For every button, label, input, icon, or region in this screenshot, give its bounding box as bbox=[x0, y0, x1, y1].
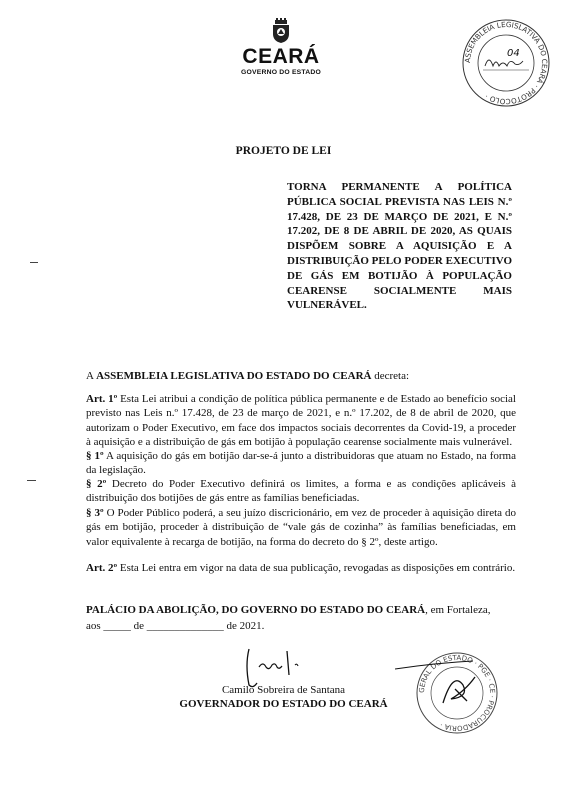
document-type: PROJETO DE LEI bbox=[235, 145, 332, 157]
article-2-text: Esta Lei entra em vigor na data de sua publicação, revogadas as disposições em contrário. bbox=[117, 562, 516, 574]
stamp-number: 04 bbox=[507, 48, 520, 59]
coat-of-arms-icon bbox=[270, 18, 292, 44]
article-1-label: Art. 1º bbox=[86, 393, 118, 405]
article-2 bbox=[86, 561, 516, 575]
enactment-body: ASSEMBLEIA LEGISLATIVA DO ESTADO DO CEARÁ bbox=[96, 370, 372, 382]
date-line: aos _____ de ______________ de 2021. bbox=[86, 620, 265, 632]
protocol-stamp bbox=[461, 18, 551, 108]
palace-line bbox=[86, 602, 526, 618]
logo-name: CEARÁ bbox=[242, 45, 320, 68]
logo-subtitle: GOVERNO DO ESTADO bbox=[241, 69, 321, 76]
article-1 bbox=[86, 392, 516, 449]
margin-mark bbox=[27, 480, 36, 481]
palace-city: , em Fortaleza, bbox=[425, 604, 491, 616]
paragraph-1-text: A aquisição do gás em botijão dar-se-á junto a distribuidoras que atuam no Estado, na forma da legislação. bbox=[86, 450, 516, 477]
enactment-prefix: A bbox=[86, 370, 97, 382]
article-2-label: Art. 2º bbox=[86, 562, 118, 574]
paragraph-1 bbox=[86, 449, 516, 478]
stamp-signature bbox=[485, 60, 523, 66]
ceara-logo bbox=[236, 18, 326, 77]
margin-mark bbox=[30, 262, 38, 263]
paragraph-3-text: O Poder Público poderá, a seu juízo discricionário, em vez de proceder à aquisição direta do gás em botijão, proceder à distribuição de “vale gás de cozinha” às famílias beneficiadas, em valor equivalente à recarga de botijão, na forma do decreto do § 2º, deste artigo. bbox=[86, 507, 517, 548]
seal-ring-text: GERAL DO ESTADO · PGE · CE · PROCURADORIA · bbox=[417, 653, 497, 733]
article-1-text: Esta Lei atribui a condição de política pública permanente e de Estado ao benefício social previsto nas Leis n.º 17.428, de 23 de março de 2021, e n.º 17.202, de 8 de abril de 2020, que autorizam o Poder Executivo, em face dos impactos sociais decorrentes da Covid-19, a proceder à aquisição e a distribuição de gás em botijão à população cearense socialmente mais vulnerável. bbox=[86, 393, 516, 448]
enactment-clause bbox=[86, 370, 516, 382]
signer-title: GOVERNADOR DO ESTADO DO CEARÁ bbox=[179, 698, 388, 710]
paragraph-1-label: § 1º bbox=[86, 450, 104, 462]
paragraph-2-label: § 2º bbox=[86, 478, 107, 490]
pge-seal bbox=[395, 641, 507, 741]
ementa: TORNA PERMANENTE A POLÍTICA PÚBLICA SOCIAL PREVISTA NAS LEIS N.º 17.428, DE 23 DE MARÇO DE 2021, E N.º 17.202, DE 8 DE ABRIL DE 2020, AS QUAIS DISPÕEM SOBRE A AQUISIÇÃO E A DISTRIBUIÇÃO PELO PODER EXECUTIVO DE GÁS EM BOTIJÃO À POPULAÇÃO CEARENSE SOCIALMENTE MAIS VULNERÁVEL. bbox=[287, 181, 513, 312]
closing-block bbox=[86, 602, 526, 634]
paragraph-2-text: Decreto do Poder Executivo definirá os limites, a forma e as condições aplicáveis à distribuição dos botijões de gás entre as famílias beneficiadas. bbox=[86, 478, 516, 505]
paragraph-3 bbox=[86, 506, 516, 549]
svg-text:GERAL DO ESTADO · PGE · CE · P bbox=[418, 654, 496, 732]
palace-name: PALÁCIO DA ABOLIÇÃO, DO GOVERNO DO ESTADO DO CEARÁ bbox=[86, 604, 426, 616]
paragraph-2 bbox=[86, 477, 516, 506]
signer-name: Camilo Sobreira de Santana bbox=[221, 684, 346, 696]
paragraph-3-label: § 3º bbox=[86, 507, 104, 519]
stamp-ring-text: ASSEMBLEIA LEGISLATIVA DO CEARÁ · PROTOCOLO · bbox=[462, 19, 550, 107]
enactment-suffix: decreta: bbox=[371, 370, 410, 382]
